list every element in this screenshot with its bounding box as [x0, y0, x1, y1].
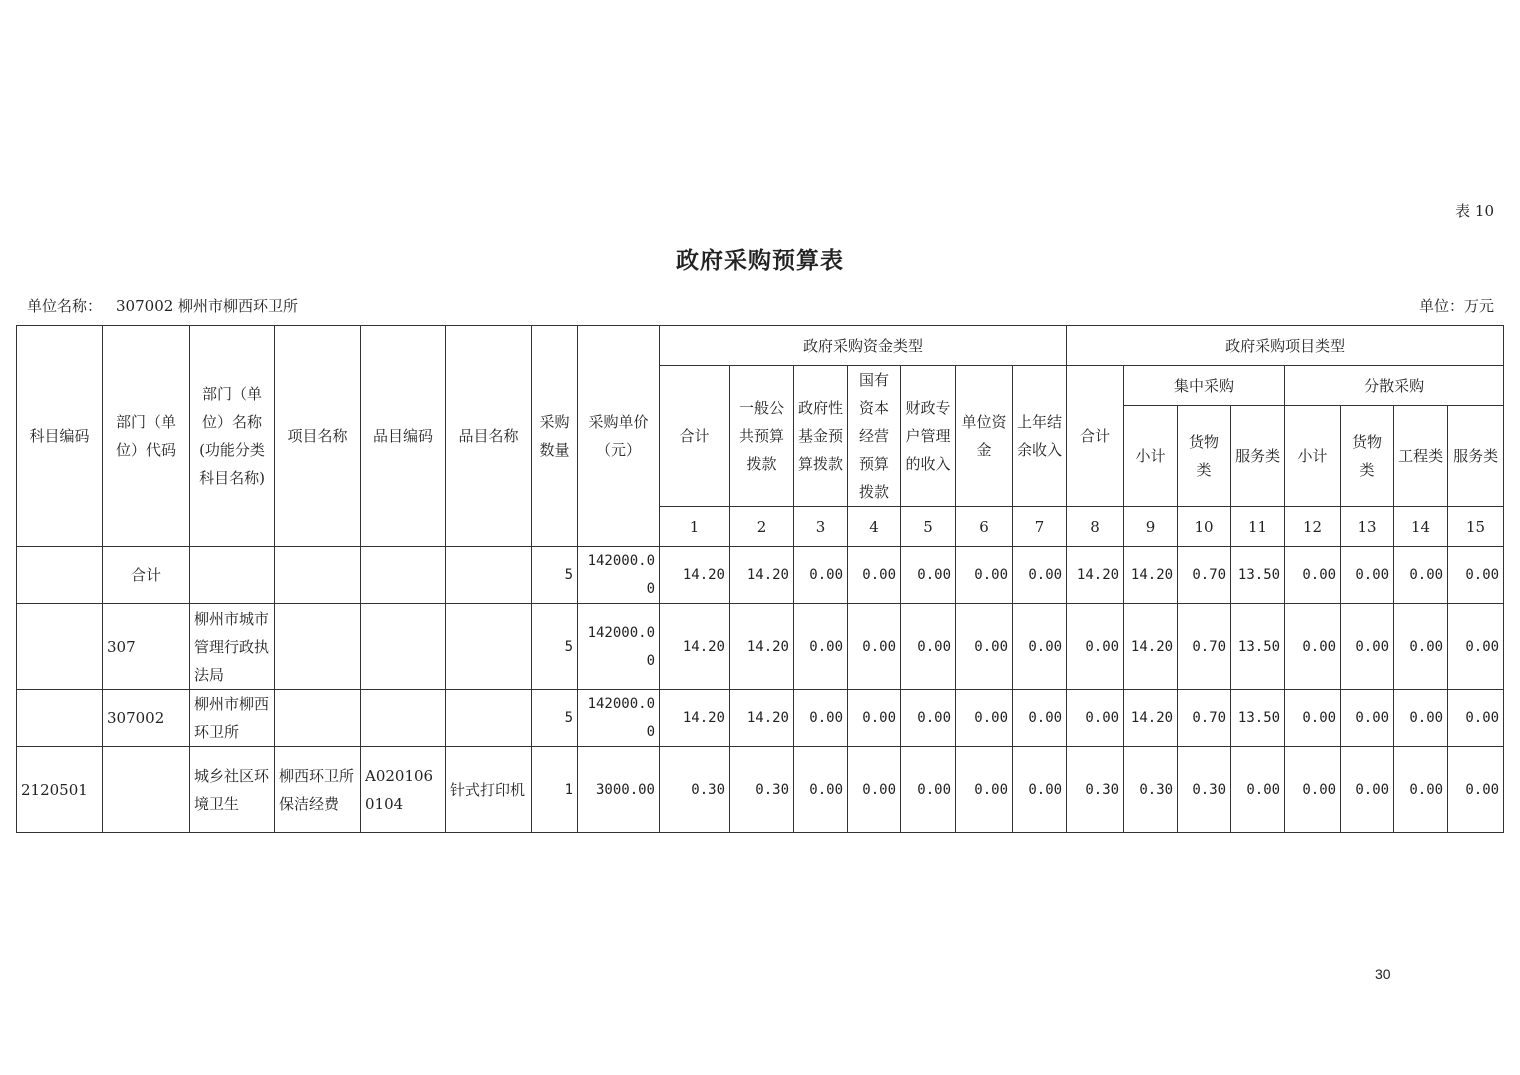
cell-dept-name: 城乡社区环境卫生: [190, 747, 275, 833]
column-number: 10: [1178, 507, 1231, 547]
header-fiscal-special: 财政专户管理的收入: [901, 366, 956, 507]
column-number: 12: [1285, 507, 1341, 547]
cell-project-name: [275, 690, 361, 747]
cell-value: 0.00: [1067, 604, 1124, 690]
cell-item-name: [446, 604, 532, 690]
header-centralized-service: 服务类: [1231, 406, 1285, 507]
column-number: 1: [660, 507, 730, 547]
header-decentralized-engineering: 工程类: [1394, 406, 1448, 507]
cell-value: 0.00: [956, 747, 1013, 833]
cell-unit-price: 142000.00: [578, 604, 660, 690]
cell-value: 0.00: [1285, 747, 1341, 833]
cell-item-code: [361, 690, 446, 747]
cell-value: 0.70: [1178, 547, 1231, 604]
header-carryover: 上年结余收入: [1013, 366, 1067, 507]
cell-value: 0.00: [1067, 690, 1124, 747]
cell-dept-code: 307: [103, 604, 190, 690]
table-row: [17, 690, 1504, 747]
cell-item-name: 针式打印机: [446, 747, 532, 833]
table-row: [17, 747, 1504, 833]
cell-quantity: 5: [532, 690, 578, 747]
cell-value: 14.20: [1067, 547, 1124, 604]
cell-value: 0.00: [956, 547, 1013, 604]
procurement-budget-table: [16, 325, 1504, 833]
column-number: 7: [1013, 507, 1067, 547]
cell-value: 0.00: [1448, 690, 1504, 747]
cell-value: 0.00: [1394, 604, 1448, 690]
cell-dept-code: 307002: [103, 690, 190, 747]
cell-unit-price: 142000.00: [578, 690, 660, 747]
cell-value: 14.20: [1124, 604, 1178, 690]
header-project-name: 项目名称: [275, 326, 361, 547]
cell-item-name: [446, 547, 532, 604]
cell-value: 0.00: [1394, 547, 1448, 604]
currency-unit: 单位：万元: [1418, 297, 1494, 315]
column-number: 4: [848, 507, 901, 547]
unit-name-label: 单位名称：: [27, 297, 103, 315]
cell-value: 14.20: [660, 604, 730, 690]
page-title: 政府采购预算表: [676, 247, 844, 274]
cell-item-code: [361, 547, 446, 604]
cell-project-name: [275, 604, 361, 690]
cell-value: 0.00: [901, 604, 956, 690]
header-state-capital: 国有资本经营预算拨款: [848, 366, 901, 507]
cell-value: 14.20: [1124, 690, 1178, 747]
table-row: [17, 547, 1504, 604]
header-project-total: 合计: [1067, 366, 1124, 507]
cell-value: 0.00: [1394, 690, 1448, 747]
cell-value: 0.00: [1013, 604, 1067, 690]
header-decentralized-service: 服务类: [1448, 406, 1504, 507]
cell-value: 0.00: [1013, 690, 1067, 747]
cell-value: 0.00: [1341, 547, 1394, 604]
header-fund-total: 合计: [660, 366, 730, 507]
cell-dept-name: [190, 547, 275, 604]
column-number: 5: [901, 507, 956, 547]
header-unit-fund: 单位资金: [956, 366, 1013, 507]
cell-value: 0.00: [794, 747, 848, 833]
header-centralized: 集中采购: [1124, 366, 1285, 406]
header-gov-fund: 政府性基金预算拨款: [794, 366, 848, 507]
cell-value: 0.00: [1394, 747, 1448, 833]
column-number: 2: [730, 507, 794, 547]
cell-value: 0.00: [1341, 747, 1394, 833]
cell-value: 0.00: [956, 690, 1013, 747]
cell-value: 0.00: [1341, 604, 1394, 690]
cell-value: 0.00: [1448, 604, 1504, 690]
cell-value: 0.30: [660, 747, 730, 833]
header-decentralized-goods: 货物类: [1341, 406, 1394, 507]
unit-name-value: 307002 柳州市柳西环卫所: [116, 297, 299, 315]
column-number: 14: [1394, 507, 1448, 547]
header-centralized-subtotal: 小计: [1124, 406, 1178, 507]
cell-dept-name: 柳州市柳西环卫所: [190, 690, 275, 747]
cell-value: 0.00: [1285, 547, 1341, 604]
cell-dept-code: 合计: [103, 547, 190, 604]
cell-quantity: 5: [532, 604, 578, 690]
header-dept-name: 部门（单位）名称(功能分类科目名称): [190, 326, 275, 547]
cell-value: 14.20: [1124, 547, 1178, 604]
header-decentralized-subtotal: 小计: [1285, 406, 1341, 507]
cell-value: 0.00: [848, 747, 901, 833]
cell-value: 0.00: [848, 547, 901, 604]
cell-value: 0.00: [956, 604, 1013, 690]
cell-value: 13.50: [1231, 690, 1285, 747]
header-unit-price: 采购单价（元）: [578, 326, 660, 547]
cell-project-name: [275, 547, 361, 604]
cell-value: 0.00: [794, 690, 848, 747]
cell-value: 0.00: [901, 690, 956, 747]
cell-value: 0.00: [1341, 690, 1394, 747]
cell-project-name: 柳西环卫所保洁经费: [275, 747, 361, 833]
page-number: 30: [1375, 966, 1391, 982]
column-number: 8: [1067, 507, 1124, 547]
cell-subject-code: 2120501: [17, 747, 103, 833]
cell-value: 0.00: [1013, 547, 1067, 604]
cell-value: 14.20: [730, 604, 794, 690]
cell-quantity: 5: [532, 547, 578, 604]
header-subject-code: 科目编码: [17, 326, 103, 547]
header-centralized-goods: 货物类: [1178, 406, 1231, 507]
cell-value: 0.00: [901, 747, 956, 833]
column-number: 15: [1448, 507, 1504, 547]
column-number: 3: [794, 507, 848, 547]
header-item-code: 品目编码: [361, 326, 446, 547]
cell-value: 14.20: [660, 690, 730, 747]
cell-value: 13.50: [1231, 604, 1285, 690]
cell-value: 0.30: [1124, 747, 1178, 833]
header-decentralized: 分散采购: [1285, 366, 1504, 406]
cell-value: 0.70: [1178, 690, 1231, 747]
cell-value: 0.00: [848, 604, 901, 690]
header-project-type-group: 政府采购项目类型: [1067, 326, 1504, 366]
header-fund-type-group: 政府采购资金类型: [660, 326, 1067, 366]
cell-value: 0.00: [1448, 747, 1504, 833]
cell-value: 0.30: [730, 747, 794, 833]
cell-value: 0.00: [1285, 604, 1341, 690]
cell-subject-code: [17, 547, 103, 604]
table-number: 表 10: [1455, 202, 1494, 220]
cell-value: 0.00: [901, 547, 956, 604]
cell-value: 0.70: [1178, 604, 1231, 690]
cell-value: 0.00: [794, 547, 848, 604]
cell-item-code: [361, 604, 446, 690]
cell-value: 0.00: [848, 690, 901, 747]
header-general-budget: 一般公共预算拨款: [730, 366, 794, 507]
cell-value: 0.00: [794, 604, 848, 690]
cell-unit-price: 3000.00: [578, 747, 660, 833]
cell-value: 0.00: [1231, 747, 1285, 833]
header-quantity: 采购数量: [532, 326, 578, 547]
table-row: [17, 604, 1504, 690]
cell-subject-code: [17, 604, 103, 690]
cell-value: 0.30: [1067, 747, 1124, 833]
cell-item-code: A0201060104: [361, 747, 446, 833]
header-item-name: 品目名称: [446, 326, 532, 547]
cell-value: 0.00: [1448, 547, 1504, 604]
column-number: 13: [1341, 507, 1394, 547]
cell-value: 14.20: [730, 547, 794, 604]
cell-value: 0.00: [1285, 690, 1341, 747]
header-dept-code: 部门（单位）代码: [103, 326, 190, 547]
cell-unit-price: 142000.00: [578, 547, 660, 604]
column-number: 11: [1231, 507, 1285, 547]
cell-value: 13.50: [1231, 547, 1285, 604]
cell-dept-name: 柳州市城市管理行政执法局: [190, 604, 275, 690]
cell-value: 0.00: [1013, 747, 1067, 833]
unit-name-line: [27, 295, 298, 316]
cell-value: 14.20: [660, 547, 730, 604]
cell-dept-code: [103, 747, 190, 833]
column-number: 6: [956, 507, 1013, 547]
cell-subject-code: [17, 690, 103, 747]
cell-value: 0.30: [1178, 747, 1231, 833]
cell-value: 14.20: [730, 690, 794, 747]
column-number: 9: [1124, 507, 1178, 547]
cell-item-name: [446, 690, 532, 747]
cell-quantity: 1: [532, 747, 578, 833]
